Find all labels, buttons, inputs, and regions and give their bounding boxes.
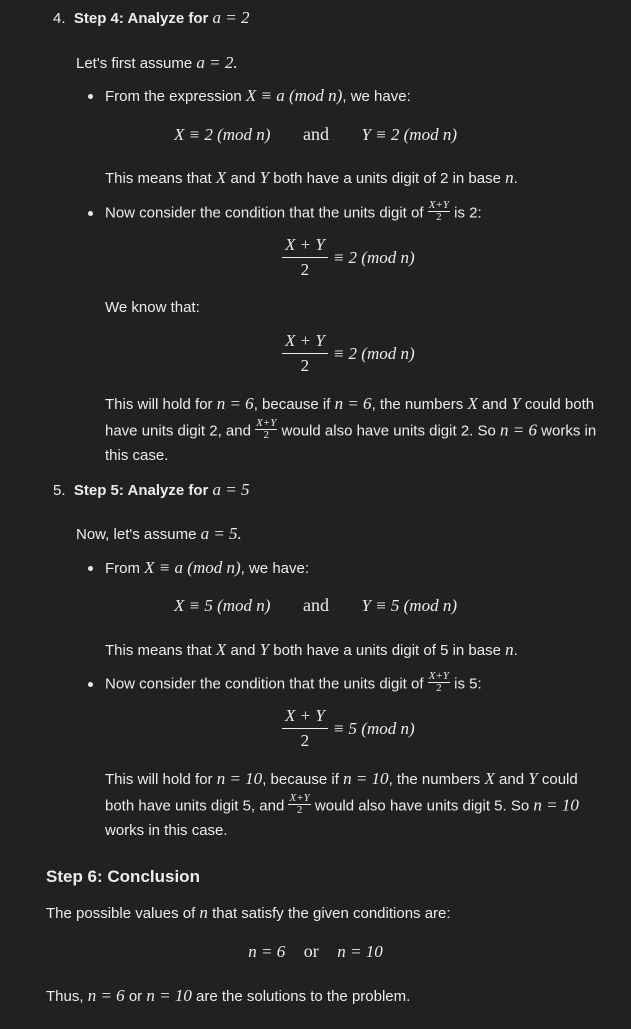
bullet-text (105, 558, 309, 579)
math: n (199, 903, 208, 922)
text: , because if (262, 771, 344, 788)
math: X ≡ a (mod n) (144, 558, 241, 577)
paragraph (105, 298, 200, 318)
math: X (467, 394, 478, 413)
text: Now consider the condition that the units digit of (105, 675, 428, 693)
inline-fraction (288, 793, 310, 816)
text: are the solutions to the problem. (191, 988, 411, 1005)
math: Y (511, 394, 521, 413)
text: , because if (253, 396, 335, 413)
math: n = 10 (337, 942, 383, 961)
fraction-numerator: X + Y (282, 331, 328, 354)
math: n = 6 (500, 420, 537, 440)
fraction-numerator: X+Y (289, 792, 310, 804)
math: ≡ 2 (mod n) (332, 247, 415, 267)
math: ≡ 5 (mod n) (332, 718, 415, 738)
text: Let's first assume (76, 55, 197, 72)
text: both have a units digit of 5 in base (269, 642, 506, 659)
display-fraction (282, 706, 415, 751)
text: This will hold for (105, 771, 217, 788)
text: could both (520, 396, 595, 413)
fraction-denominator: 2 (300, 731, 310, 750)
math: and (302, 595, 329, 615)
math: a = 5. (200, 524, 242, 543)
text: , the numbers (371, 396, 468, 413)
inline-fraction (255, 418, 277, 441)
step4-heading (53, 8, 249, 29)
text: works in this case. (105, 822, 228, 839)
math: n = 10 (343, 769, 389, 788)
text: is 5: (449, 675, 482, 693)
paragraph (46, 986, 410, 1007)
fraction-numerator: X+Y (428, 670, 449, 682)
bullet-text (105, 86, 411, 107)
paragraph (46, 903, 451, 924)
text: This means that (105, 170, 216, 187)
display-math (0, 941, 631, 962)
text: would also have units digit 5. So (310, 797, 534, 815)
fraction (282, 235, 328, 280)
math: n (505, 168, 514, 187)
list-number: 4. (53, 10, 66, 27)
math: X (215, 168, 227, 187)
bullet-text (105, 199, 482, 225)
paragraph-line (105, 769, 578, 790)
text: could (537, 771, 578, 788)
math: n (505, 640, 514, 659)
text: Now consider the condition that the units digit of (105, 204, 428, 222)
math: X (484, 769, 495, 788)
text: . (513, 642, 518, 659)
math: and (302, 124, 329, 144)
math: or (303, 941, 319, 961)
text: and (494, 771, 529, 788)
display-fraction (282, 235, 415, 280)
text: and (226, 642, 260, 659)
display-fraction (282, 331, 415, 376)
text: Now, let's assume (76, 526, 201, 543)
text: From the expression (105, 88, 246, 105)
text: both have a units digit of 2 in base (269, 170, 506, 187)
paragraph (105, 640, 518, 661)
inline-fraction (428, 200, 450, 223)
text: From (105, 560, 145, 577)
text: both have units digit 5, and (105, 797, 289, 815)
paragraph (76, 53, 238, 74)
math: n = 6 (87, 986, 125, 1005)
paragraph-line (105, 446, 168, 466)
fraction-denominator: 2 (300, 356, 310, 375)
text: is 2: (449, 204, 482, 222)
text: this case. (105, 447, 169, 464)
text: or (124, 988, 147, 1005)
math: X (215, 640, 227, 659)
text: works in (537, 422, 597, 440)
fraction-denominator: 2 (296, 804, 303, 816)
step-title: Step 5: Analyze for (73, 482, 213, 499)
math: Y (528, 769, 538, 788)
text: , we have: (240, 560, 310, 577)
bullet-text (105, 670, 482, 696)
paragraph-line (105, 821, 228, 841)
text: Thus, (46, 988, 88, 1005)
fraction-denominator: 2 (300, 260, 310, 279)
inline-fraction (428, 671, 450, 694)
text: . (513, 170, 518, 187)
paragraph-line (105, 394, 594, 415)
text: and (226, 170, 260, 187)
math: n = 6 (334, 394, 372, 413)
math: Y (259, 168, 270, 187)
text: that satisfy the given conditions are: (207, 905, 451, 922)
text: This will hold for (105, 396, 217, 413)
text: The possible values of (46, 905, 200, 922)
text: , we have: (342, 88, 411, 105)
math: n = 6 (216, 394, 254, 413)
math: n = 10 (146, 986, 192, 1005)
math: Y ≡ 2 (mod n) (361, 125, 457, 144)
bullet-dot (88, 566, 93, 571)
paragraph (105, 168, 518, 189)
fraction-denominator: 2 (436, 682, 442, 694)
math: a = 5 (212, 480, 250, 499)
bullet-dot (88, 94, 93, 99)
paragraph-line (105, 792, 579, 818)
math: X ≡ 2 (mod n) (174, 125, 271, 144)
section-heading: Step 6: Conclusion (46, 867, 200, 886)
text: and (477, 396, 512, 413)
fraction-numerator: X+Y (256, 417, 277, 429)
display-math (0, 124, 631, 145)
math: ≡ 2 (mod n) (332, 343, 415, 363)
paragraph (76, 524, 242, 545)
paragraph-line (105, 417, 597, 443)
fraction-numerator: X + Y (282, 235, 328, 258)
text: We know that: (105, 299, 200, 316)
math: Y ≡ 5 (mod n) (361, 596, 457, 615)
fraction-denominator: 2 (263, 429, 269, 441)
fraction-denominator: 2 (436, 211, 442, 223)
text: would also have units digit 2. So (277, 422, 501, 440)
step-title: Step 4: Analyze for (73, 10, 213, 27)
fraction (282, 706, 328, 751)
math: n = 10 (533, 795, 579, 815)
math: X ≡ 5 (mod n) (174, 596, 271, 615)
math: Y (259, 640, 270, 659)
fraction-numerator: X + Y (282, 706, 328, 729)
math: n = 10 (216, 769, 263, 788)
bullet-dot (88, 211, 93, 216)
math: n = 6 (248, 942, 286, 961)
text: This means that (105, 642, 216, 659)
step5-heading (53, 480, 249, 501)
list-number: 5. (53, 482, 66, 499)
text: have units digit 2, and (105, 422, 256, 440)
text: , the numbers (388, 771, 485, 788)
display-math (0, 595, 631, 616)
fraction-numerator: X+Y (428, 199, 449, 211)
math: X ≡ a (mod n) (245, 86, 343, 105)
fraction (282, 331, 328, 376)
math: a = 2. (196, 53, 238, 72)
math: a = 2 (212, 8, 250, 27)
bullet-dot (88, 682, 93, 687)
